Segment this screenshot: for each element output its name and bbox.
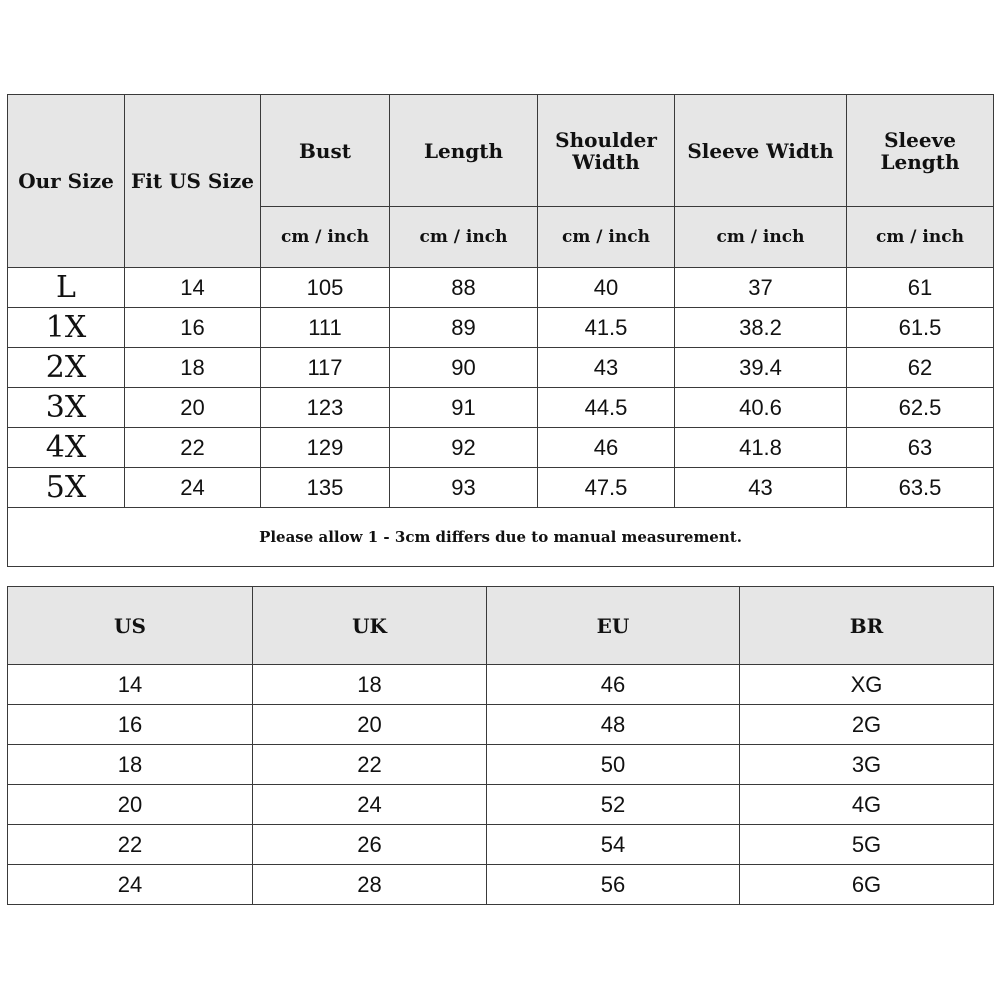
- header-eu: EU: [487, 587, 740, 665]
- cell-bust: 129: [261, 428, 390, 468]
- cell-br: XG: [740, 665, 994, 705]
- header-us: US: [8, 587, 253, 665]
- cell-our-size: 4X: [8, 428, 125, 468]
- cell-bust: 117: [261, 348, 390, 388]
- cell-fit-us-size: 22: [125, 428, 261, 468]
- cell-br: 6G: [740, 865, 994, 905]
- size-chart-note-row: [8, 508, 994, 567]
- unit-label: cm / inch: [847, 207, 994, 268]
- cell-shoulder-width: 41.5: [538, 308, 675, 348]
- cell-uk: 26: [253, 825, 487, 865]
- cell-bust: 135: [261, 468, 390, 508]
- cell-bust: 111: [261, 308, 390, 348]
- cell-sleeve-length: 63: [847, 428, 994, 468]
- cell-us: 16: [8, 705, 253, 745]
- cell-sleeve-width: 39.4: [675, 348, 847, 388]
- cell-sleeve-length: 61.5: [847, 308, 994, 348]
- table-row: [8, 268, 994, 308]
- cell-eu: 46: [487, 665, 740, 705]
- cell-br: 2G: [740, 705, 994, 745]
- cell-sleeve-width: 43: [675, 468, 847, 508]
- cell-shoulder-width: 47.5: [538, 468, 675, 508]
- cell-us: 14: [8, 665, 253, 705]
- cell-length: 88: [390, 268, 538, 308]
- cell-uk: 28: [253, 865, 487, 905]
- unit-label: cm / inch: [675, 207, 847, 268]
- cell-uk: 18: [253, 665, 487, 705]
- cell-us: 20: [8, 785, 253, 825]
- size-chart-header-row: [8, 95, 994, 207]
- size-chart-table: [7, 94, 994, 567]
- cell-sleeve-length: 62.5: [847, 388, 994, 428]
- cell-our-size: L: [8, 268, 125, 308]
- table-row: [8, 825, 994, 865]
- cell-us: 22: [8, 825, 253, 865]
- cell-br: 5G: [740, 825, 994, 865]
- cell-eu: 54: [487, 825, 740, 865]
- cell-fit-us-size: 16: [125, 308, 261, 348]
- header-sleeve-length: Sleeve Length: [847, 95, 994, 207]
- cell-shoulder-width: 43: [538, 348, 675, 388]
- cell-fit-us-size: 18: [125, 348, 261, 388]
- cell-length: 91: [390, 388, 538, 428]
- header-shoulder-width: Shoulder Width: [538, 95, 675, 207]
- cell-uk: 20: [253, 705, 487, 745]
- cell-sleeve-length: 62: [847, 348, 994, 388]
- cell-sleeve-width: 38.2: [675, 308, 847, 348]
- header-uk: UK: [253, 587, 487, 665]
- cell-fit-us-size: 14: [125, 268, 261, 308]
- cell-bust: 123: [261, 388, 390, 428]
- cell-our-size: 3X: [8, 388, 125, 428]
- cell-shoulder-width: 46: [538, 428, 675, 468]
- cell-eu: 52: [487, 785, 740, 825]
- conversion-chart-table: [7, 586, 994, 905]
- table-row: [8, 705, 994, 745]
- cell-br: 3G: [740, 745, 994, 785]
- table-row: [8, 428, 994, 468]
- table-row: [8, 865, 994, 905]
- table-row: [8, 785, 994, 825]
- cell-bust: 105: [261, 268, 390, 308]
- unit-label: cm / inch: [390, 207, 538, 268]
- cell-our-size: 2X: [8, 348, 125, 388]
- cell-sleeve-width: 41.8: [675, 428, 847, 468]
- header-length: Length: [390, 95, 538, 207]
- cell-uk: 22: [253, 745, 487, 785]
- table-row: [8, 665, 994, 705]
- cell-eu: 56: [487, 865, 740, 905]
- cell-length: 90: [390, 348, 538, 388]
- unit-label: cm / inch: [261, 207, 390, 268]
- cell-sleeve-width: 40.6: [675, 388, 847, 428]
- cell-uk: 24: [253, 785, 487, 825]
- cell-fit-us-size: 24: [125, 468, 261, 508]
- table-row: [8, 348, 994, 388]
- header-sleeve-width: Sleeve Width: [675, 95, 847, 207]
- cell-fit-us-size: 20: [125, 388, 261, 428]
- cell-sleeve-length: 63.5: [847, 468, 994, 508]
- cell-length: 92: [390, 428, 538, 468]
- cell-our-size: 1X: [8, 308, 125, 348]
- cell-us: 18: [8, 745, 253, 785]
- cell-length: 93: [390, 468, 538, 508]
- cell-shoulder-width: 40: [538, 268, 675, 308]
- table-row: [8, 388, 994, 428]
- header-our-size: Our Size: [8, 95, 125, 268]
- header-br: BR: [740, 587, 994, 665]
- unit-label: cm / inch: [538, 207, 675, 268]
- cell-shoulder-width: 44.5: [538, 388, 675, 428]
- header-fit-us-size: Fit US Size: [125, 95, 261, 268]
- cell-sleeve-width: 37: [675, 268, 847, 308]
- cell-eu: 48: [487, 705, 740, 745]
- cell-our-size: 5X: [8, 468, 125, 508]
- cell-br: 4G: [740, 785, 994, 825]
- table-row: [8, 745, 994, 785]
- header-bust: Bust: [261, 95, 390, 207]
- table-row: [8, 468, 994, 508]
- cell-sleeve-length: 61: [847, 268, 994, 308]
- measurement-note: Please allow 1 - 3cm differs due to manual measurement.: [8, 508, 994, 567]
- cell-us: 24: [8, 865, 253, 905]
- cell-length: 89: [390, 308, 538, 348]
- table-row: [8, 308, 994, 348]
- conversion-header-row: [8, 587, 994, 665]
- cell-eu: 50: [487, 745, 740, 785]
